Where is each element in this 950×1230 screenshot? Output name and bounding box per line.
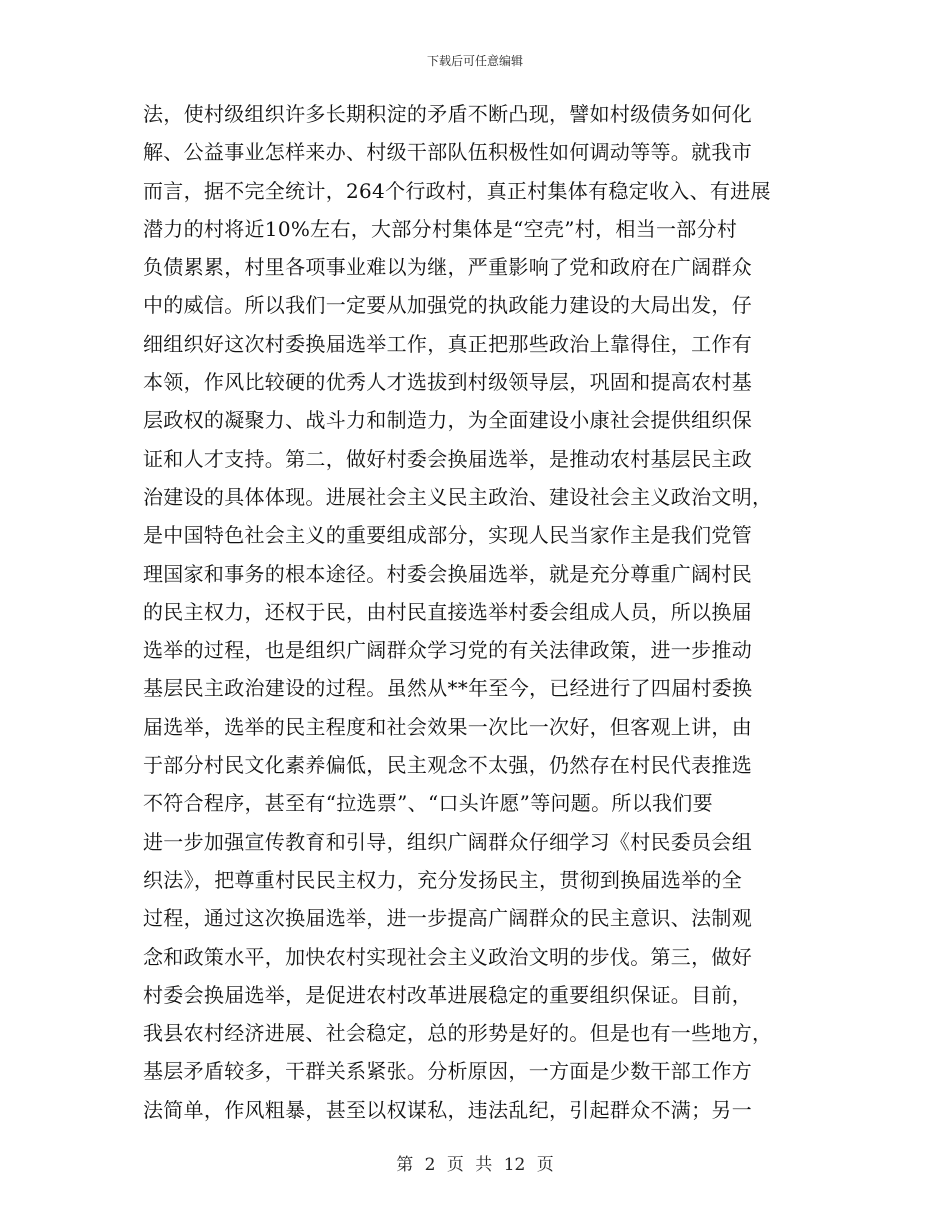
text-line: 法简单，作风粗暴，甚至以权谋私，违法乱纪，引起群众不满；另一 [143,1097,752,1122]
text-line: 选举的过程，也是组织广阔群众学习党的有关法律政策，进一步推动 [143,638,752,663]
text-line: 念和政策水平，加快农村实现社会主义政治文明的步伐。第三，做好 [143,944,752,969]
text-line: 届选举，选举的民主程度和社会效果一次比一次好，但客观上讲，由 [143,714,752,739]
text-line: 层政权的凝聚力、战斗力和制造力，为全面建设小康社会提供组织保 [143,408,752,433]
text-line: 于部分村民文化素养偏低，民主观念不太强，仍然存在村民代表推选 [143,753,752,778]
text-line: 解、公益事业怎样来办、村级干部队伍积极性如何调动等等。就我市 [143,140,752,165]
text-line: 而言，据不完全统计，264个行政村，真正村集体有稳定收入、有进展 [143,178,771,203]
text-line: 细组织好这次村委换届选举工作，真正把那些政治上靠得住，工作有 [143,331,752,356]
body-text [143,95,805,1129]
text-line: 负债累累，村里各项事业难以为继，严重影响了党和政府在广阔群众 [143,255,752,280]
text-line: 中的威信。所以我们一定要从加强党的执政能力建设的大局出发，仔 [143,293,752,318]
text-line: 我县农村经济进展、社会稳定，总的形势是好的。但是也有一些地方， [143,1021,773,1046]
page-number: 第 2 页 共 12 页 [396,1155,554,1175]
text-line: 过程，通过这次换届选举，进一步提高广阔群众的民主意识、法制观 [143,906,752,931]
text-line: 治建设的具体体现。进展社会主义民主政治、建设社会主义政治文明， [143,484,773,509]
text-line: 本领，作风比较硬的优秀人才选拔到村级领导层，巩固和提高农村基 [143,370,752,395]
text-line: 法，使村级组织许多长期积淀的矛盾不断凸现，譬如村级债务如何化 [143,102,752,126]
text-line: 不符合程序，甚至有“拉选票”、“口头许愿”等问题。所以我们要 [143,791,713,816]
text-line: 基层民主政治建设的过程。虽然从**年至今，已经进行了四届村委换 [143,676,753,701]
text-line: 潜力的村将近10%左右，大部分村集体是“空壳”村，相当一部分村 [143,216,738,241]
text-line: 基层矛盾较多，干群关系紧张。分析原因，一方面是少数干部工作方 [143,1059,752,1084]
text-line: 是中国特色社会主义的重要组成部分，实现人民当家作主是我们党管 [143,523,752,548]
text-line: 织法》，把尊重村民民主权力，充分发扬民主，贯彻到换届选举的全 [143,867,742,892]
text-line: 证和人才支持。第二，做好村委会换届选举，是推动农村基层民主政 [143,446,752,471]
page-header: 下载后可任意编辑 [426,54,523,68]
text-line: 村委会换届选举，是促进农村改革进展稳定的重要组织保证。目前， [143,982,752,1007]
text-line: 进一步加强宣传教育和引导，组织广阔群众仔细学习《村民委员会组 [143,829,752,854]
text-line: 理国家和事务的根本途径。村委会换届选举，就是充分尊重广阔村民 [143,561,752,586]
text-line: 的民主权力，还权于民，由村民直接选举村委会组成人员，所以换届 [143,599,752,624]
